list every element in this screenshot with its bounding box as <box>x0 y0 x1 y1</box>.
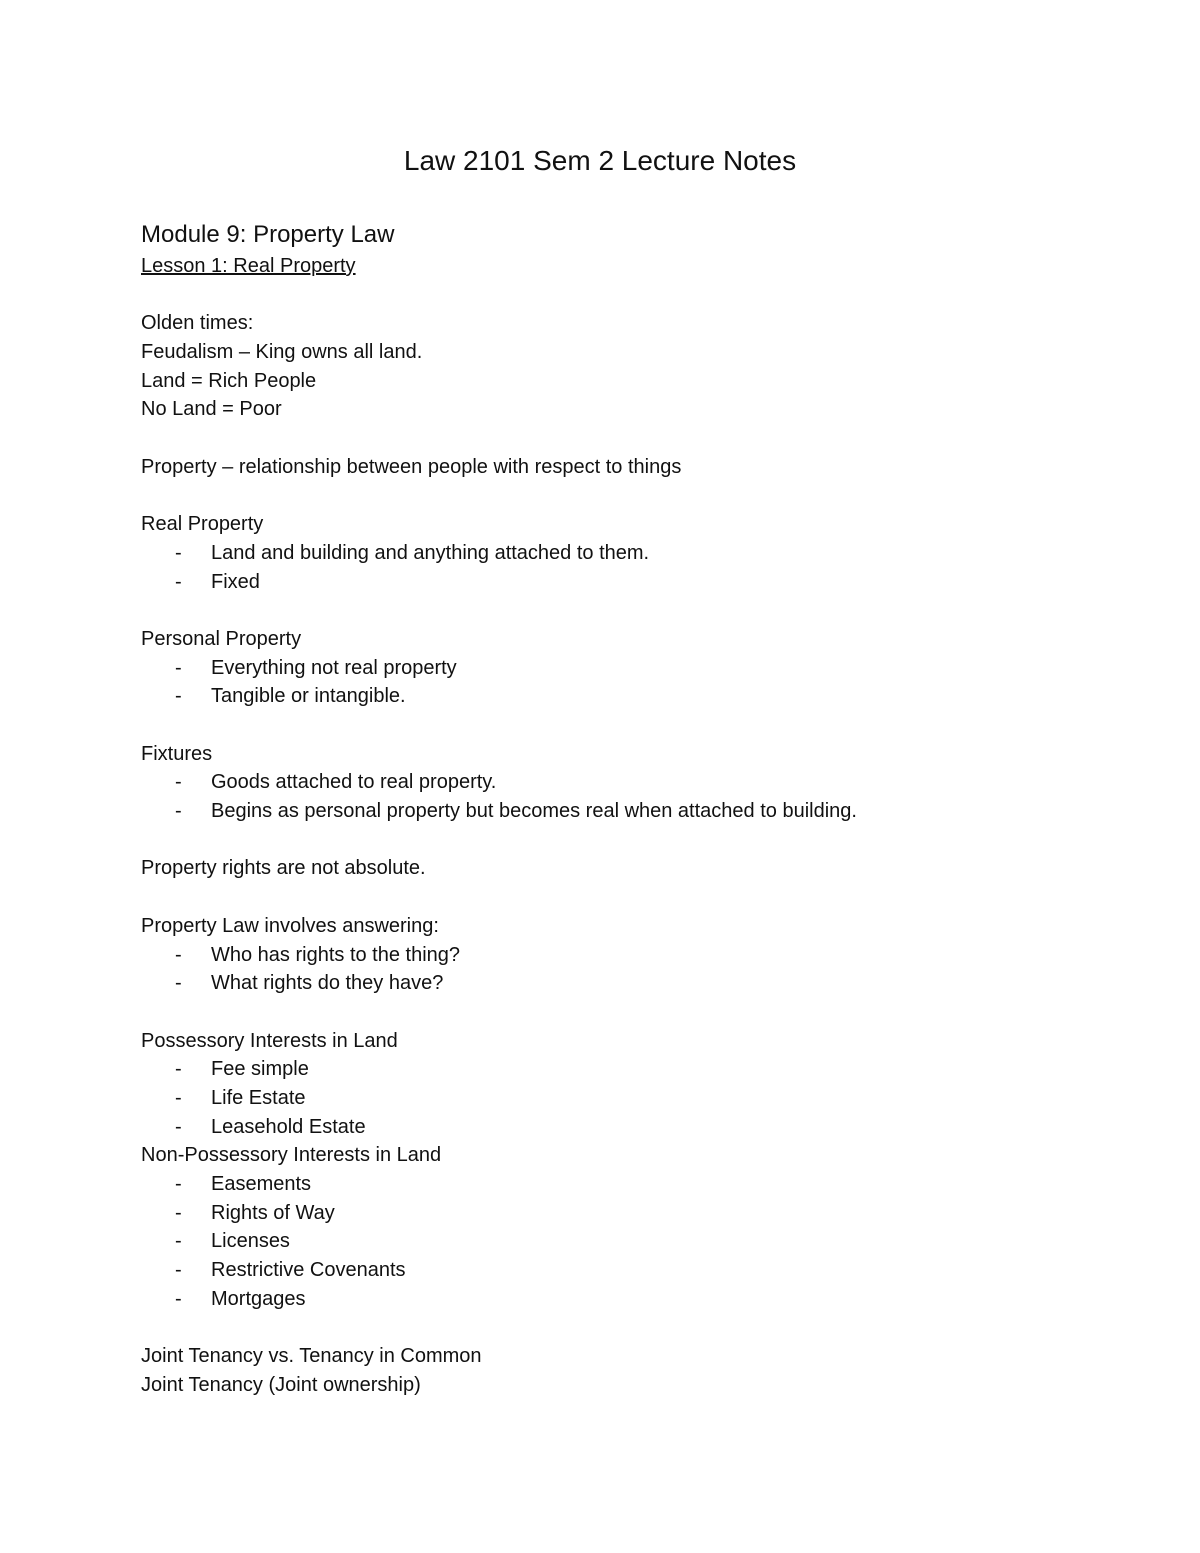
bullet-text: Licenses <box>211 1230 290 1253</box>
list-item <box>141 568 1101 597</box>
document-body <box>141 252 1101 1400</box>
list-item <box>141 1285 1101 1314</box>
bullet-dash: - <box>175 1201 182 1224</box>
bullet-dash: - <box>175 943 182 966</box>
bullet-text: Life Estate <box>211 1086 306 1109</box>
bullet-dash: - <box>175 1115 182 1138</box>
blank-line <box>141 711 1101 740</box>
blank-line <box>141 596 1101 625</box>
property-law-heading: Property Law involves answering: <box>141 914 439 937</box>
bullet-dash: - <box>175 972 182 995</box>
joint-tenancy-line: Joint Tenancy (Joint ownership) <box>141 1373 421 1396</box>
blank-line <box>141 482 1101 511</box>
bullet-text: Everything not real property <box>211 656 457 679</box>
list-item <box>141 1256 1101 1285</box>
bullet-dash: - <box>175 1173 182 1195</box>
bullet-dash: - <box>175 1058 182 1081</box>
bullet-text: Who has rights to the thing? <box>211 943 461 966</box>
olden-line: Feudalism – King owns all land. <box>141 341 423 364</box>
bullet-text: Leasehold Estate <box>211 1115 366 1138</box>
bullet-dash: - <box>175 656 182 679</box>
list-item <box>141 941 1101 970</box>
list-item <box>141 1170 1101 1199</box>
list-item <box>141 797 1101 826</box>
list-item <box>141 1113 1101 1142</box>
blank-line <box>141 826 1101 855</box>
olden-line: Land = Rich People <box>141 369 317 392</box>
olden-line: No Land = Poor <box>141 398 282 421</box>
bullet-dash: - <box>175 800 182 823</box>
bullet-text: Restrictive Covenants <box>211 1259 406 1282</box>
bullet-dash: - <box>175 685 182 708</box>
real-property-heading: Real Property <box>141 513 264 536</box>
blank-line <box>141 883 1101 912</box>
bullet-text: Begins as personal property but becomes real when attached to building. <box>211 800 857 823</box>
non-possessory-heading: Non-Possessory Interests in Land <box>141 1144 442 1167</box>
bullet-text: Land and building and anything attached to them. <box>211 541 650 564</box>
bullet-dash: - <box>175 541 182 564</box>
tenancy-comparison: Joint Tenancy vs. Tenancy in Common <box>141 1345 482 1368</box>
list-item <box>141 1227 1101 1256</box>
bullet-text: What rights do they have? <box>211 972 444 995</box>
module-heading: Module 9: Property Law <box>141 221 395 248</box>
fixtures-heading: Fixtures <box>141 742 213 765</box>
list-item <box>141 768 1101 797</box>
olden-times-heading: Olden times: <box>141 312 254 335</box>
bullet-text: Fixed <box>211 570 260 593</box>
bullet-dash: - <box>175 1287 182 1310</box>
list-item <box>141 1084 1101 1113</box>
bullet-text: Goods attached to real property. <box>211 771 497 794</box>
document-title: Law 2101 Sem 2 Lecture Notes <box>403 145 797 176</box>
lesson-heading: Lesson 1: Real Property <box>141 255 356 277</box>
bullet-text: Rights of Way <box>211 1201 335 1224</box>
list-item <box>141 1199 1101 1228</box>
personal-property-heading: Personal Property <box>141 627 302 650</box>
bullet-text: Easements <box>211 1173 312 1195</box>
bullet-dash: - <box>175 771 182 794</box>
bullet-text: Tangible or intangible. <box>211 685 406 708</box>
property-definition: Property – relationship between people with respect to things <box>141 455 682 478</box>
list-item <box>141 682 1101 711</box>
bullet-dash: - <box>175 1230 182 1253</box>
blank-line <box>141 424 1101 453</box>
list-item <box>141 654 1101 683</box>
list-item <box>141 539 1101 568</box>
list-item <box>141 969 1101 998</box>
rights-statement: Property rights are not absolute. <box>141 857 426 880</box>
list-item <box>141 1055 1101 1084</box>
blank-line <box>141 1313 1101 1342</box>
bullet-dash: - <box>175 1259 182 1282</box>
bullet-dash: - <box>175 570 182 593</box>
blank-line <box>141 998 1101 1027</box>
possessory-heading: Possessory Interests in Land <box>141 1029 398 1052</box>
bullet-dash: - <box>175 1086 182 1109</box>
blank-line <box>141 281 1101 310</box>
bullet-text: Mortgages <box>211 1287 306 1310</box>
bullet-text: Fee simple <box>211 1058 309 1081</box>
